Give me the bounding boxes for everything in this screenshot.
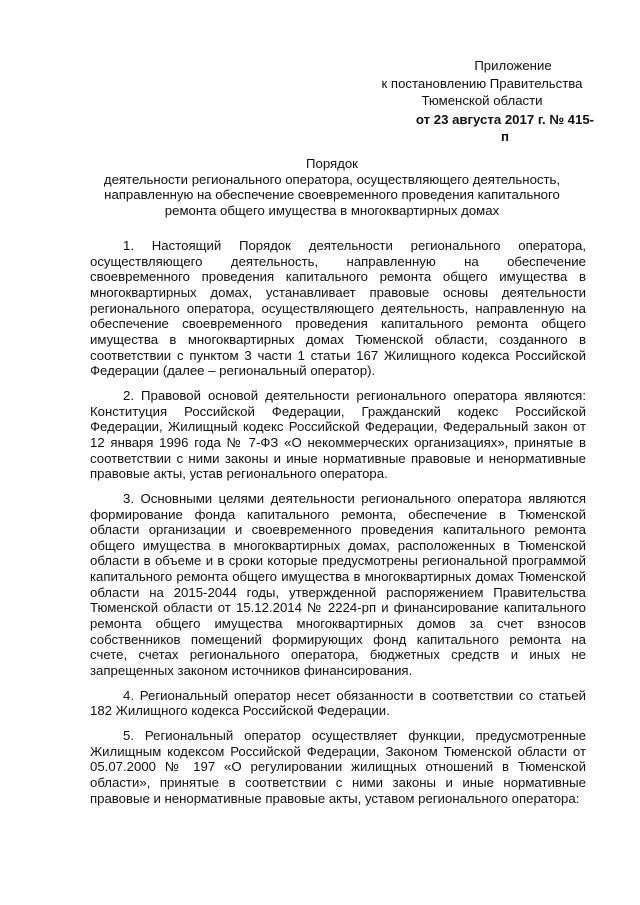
title-heading: Порядок xyxy=(306,156,358,171)
attachment-label: Приложение xyxy=(474,58,552,73)
paragraph-2: 2. Правовой основой деятельности регионального оператора являются: Конституция Российской Федерации, Гражданский кодекс Российской Федерации, Жилищный кодекс Российской Федерации, Федеральный закон от 12 января 1996 года № 7-ФЗ «О некоммерческих организациях», принятые в соответствии с ними законы и иные нормативные правовые и ненормативные правовые акты, устав регионального оператора. xyxy=(90,387,586,482)
document-title xyxy=(80,156,584,218)
attachment-date-number: от 23 августа 2017 г. № 415-п xyxy=(415,111,595,144)
paragraph-1: 1. Настоящий Порядок деятельности регионального оператора, осуществляющего деятельность, направленную на обеспечение своевременного проведения капитального ремонта общего имущества в многоквартирных домах, устанавливает правовые основы деятельности регионального оператора, осуществляющего деятельность, направленную на обеспечение своевременного проведения капитального ремонта общего имущества в многоквартирных домах Тюменской области, созданного в соответствии с пунктом 3 части 1 статьи 167 Жилищного кодекса Российской Федерации (далее – региональный оператор). xyxy=(90,238,586,379)
attachment-line-2: Тюменской области xyxy=(421,93,543,108)
paragraph-4: 4. Региональный оператор несет обязанности в соответствии со статьей 182 Жилищного кодекса Российской Федерации. xyxy=(90,687,586,719)
attachment-header xyxy=(367,57,597,146)
title-line-1: деятельности регионального оператора, осуществляющего деятельность, xyxy=(103,171,561,187)
paragraph-5: 5. Региональный оператор осуществляет функции, предусмотренные Жилищным кодексом Российской Федерации, Законом Тюменской области от 05.07.2000 № 197 «О регулировании жилищных отношений в Тюменской области», принятые в соответствии с ними законы и иные нормативные правовые и ненормативные правовые акты, уставом регионального оператора: xyxy=(90,728,586,806)
title-line-2: направленную на обеспечение своевременного проведения капитального xyxy=(104,187,560,203)
attachment-line-1: к постановлению Правительства xyxy=(381,75,583,91)
document-body xyxy=(90,238,586,815)
paragraph-3: 3. Основными целями деятельности регионального оператора являются формирование фонда капитального ремонта, обеспечение в Тюменской области организации и своевременного проведения капитального ремонта общего имущества в многоквартирных домах, расположенных в Тюменской области в объеме и в сроки которые предусмотрены региональной программой капитального ремонта общего имущества в многоквартирных домах Тюменской области на 2015-2044 годы, утвержденной распоряжением Правительства Тюменской области от 15.12.2014 № 2224-рп и финансирование капитального ремонта общего имущества многоквартирных домов за счет взносов собственников помещений формирующих фонд капитального ремонта на счете, счетах регионального оператора, бюджетных средств и иных не запрещенных законом источников финансирования. xyxy=(90,490,586,679)
title-line-3: ремонта общего имущества в многоквартирных домах xyxy=(164,202,500,218)
